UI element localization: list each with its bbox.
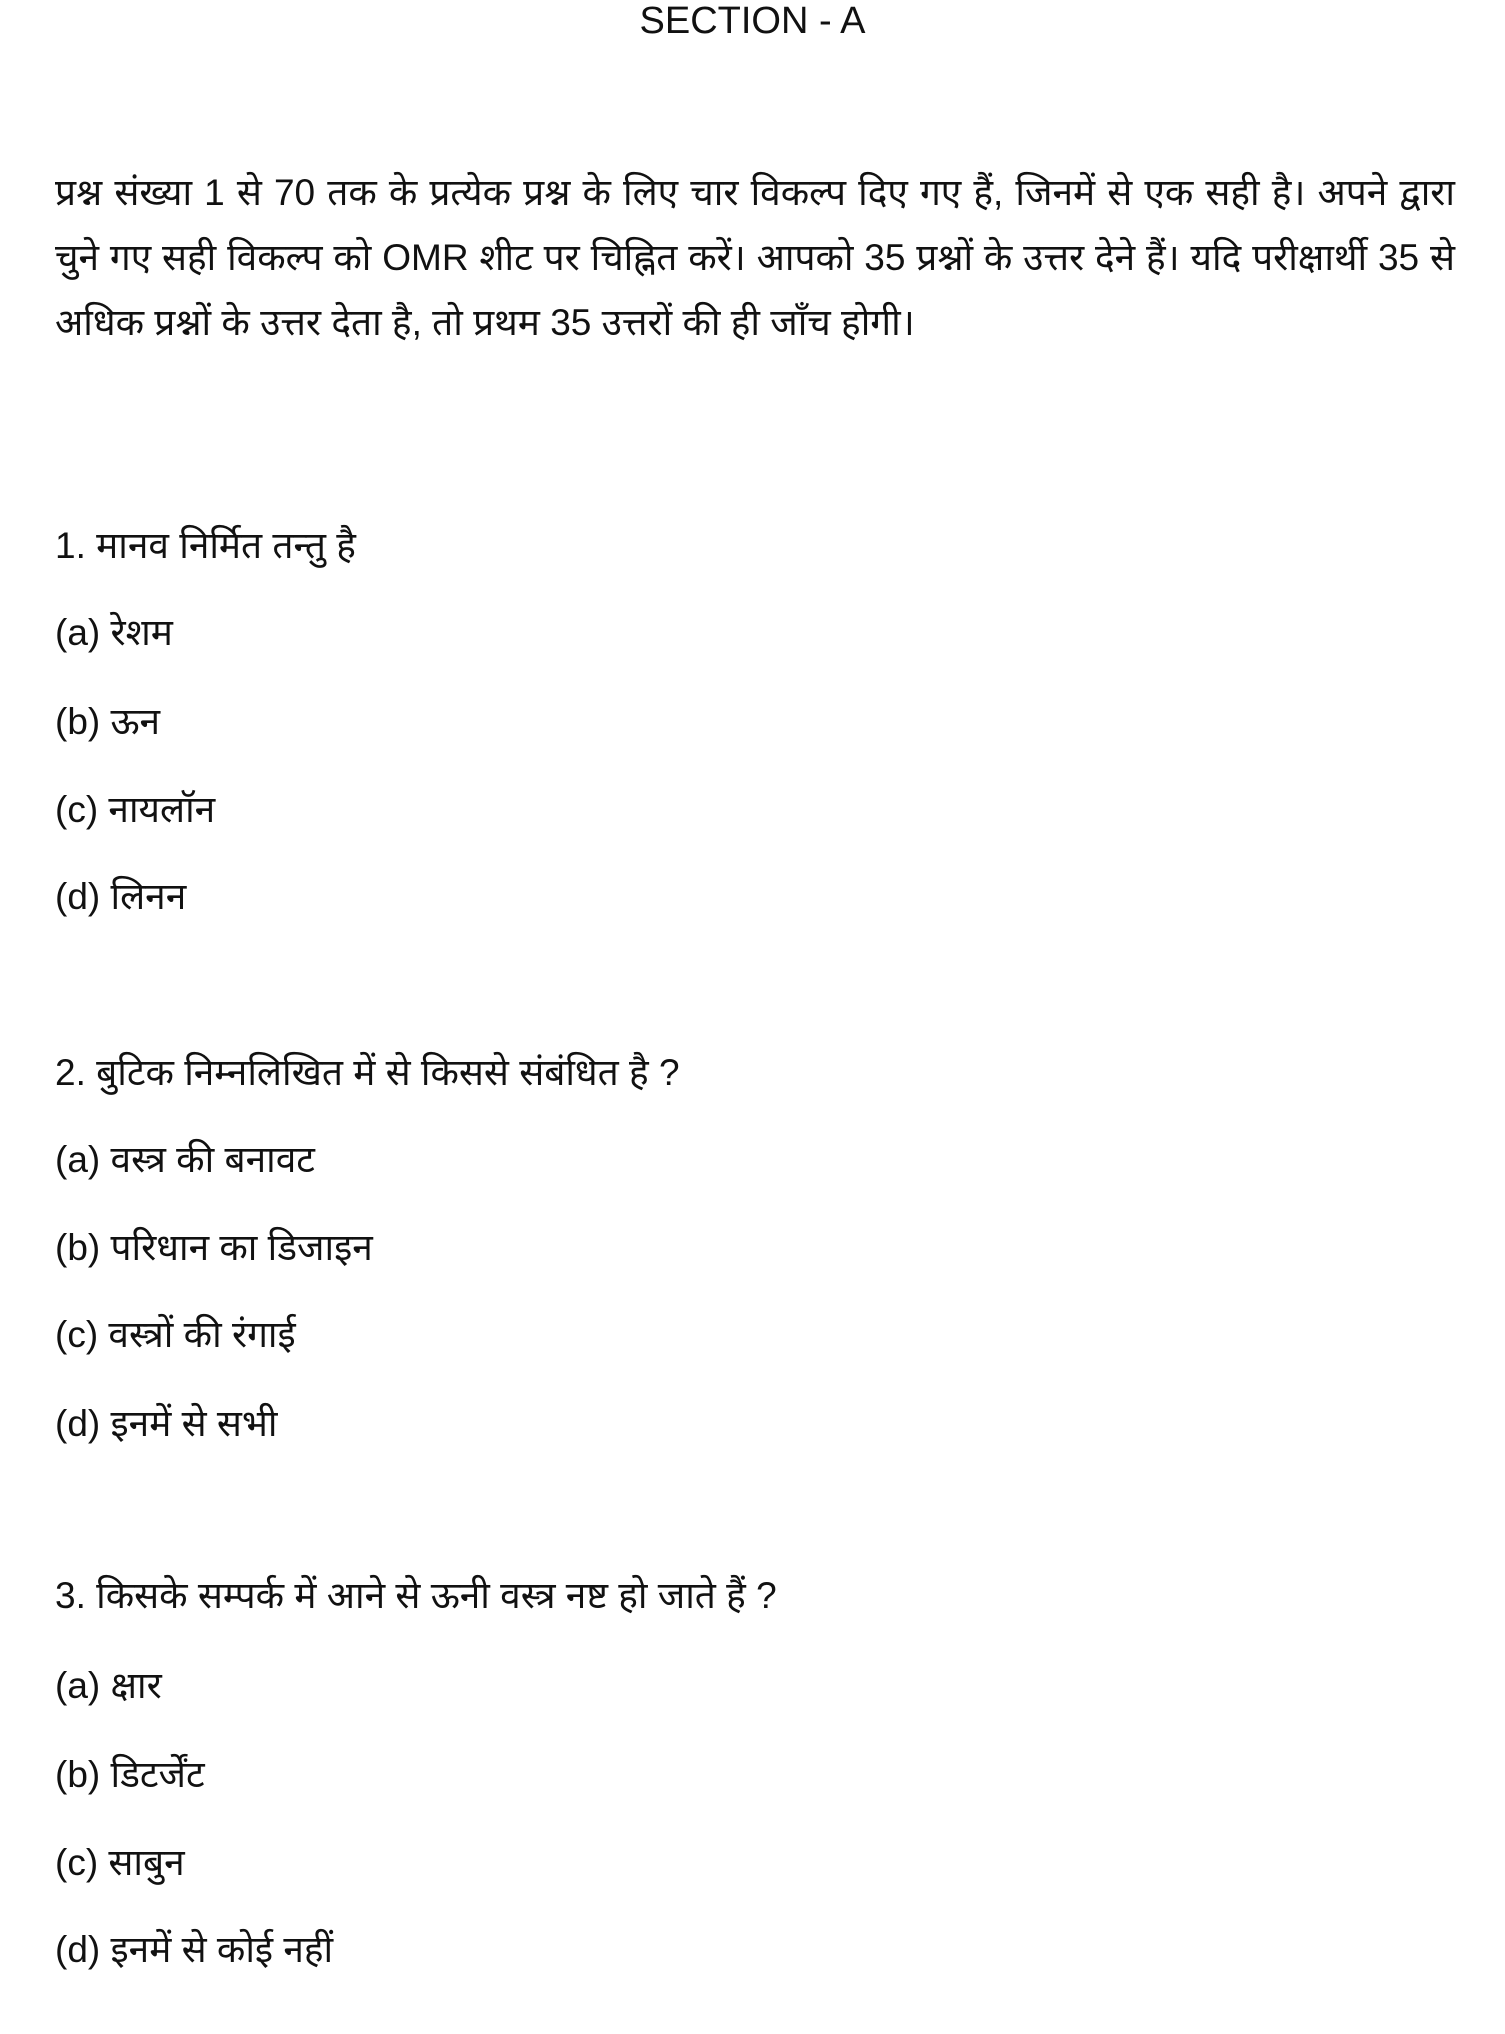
option-c: (c) वस्त्रों की रंगाई	[55, 1314, 296, 1355]
option-a: (a) वस्त्र की बनावट	[55, 1139, 315, 1180]
question-text: 3. किसके सम्पर्क में आने से ऊनी वस्त्र नष्ट हो जाते हैं ?	[55, 1575, 777, 1616]
option-c: (c) नायलॉन	[55, 789, 216, 830]
option-d: (d) लिनन	[55, 876, 187, 917]
option-c: (c) साबुन	[55, 1842, 185, 1883]
option-b: (b) ऊन	[55, 701, 161, 742]
option-b: (b) परिधान का डिजाइन	[55, 1227, 373, 1268]
question-text: 2. बुटिक निम्नलिखित में से किससे संबंधित है ?	[55, 1052, 680, 1093]
option-d: (d) इनमें से सभी	[55, 1403, 278, 1444]
option-a: (a) रेशम	[55, 612, 173, 653]
instructions: प्रश्न संख्या 1 से 70 तक के प्रत्येक प्रश्न के लिए चार विकल्प दिए गए हैं, जिनमें से एक सही है। अपने द्वारा चुने गए सही विकल्प को OMR शीट पर चिह्नित करें। आपको 35 प्रश्नों के उत्तर देने हैं। यदि परीक्षार्थी 35 से अधिक प्रश्नों के उत्तर देता है, तो प्रथम 35 उत्तरों की ही जाँच होगी।	[55, 172, 1455, 343]
section-title: SECTION - A	[639, 0, 866, 42]
option-a: (a) क्षार	[55, 1665, 162, 1706]
option-d: (d) इनमें से कोई नहीं	[55, 1929, 334, 1970]
option-b: (b) डिटर्जेंट	[55, 1754, 205, 1795]
question-text: 1. मानव निर्मित तन्तु है	[55, 525, 356, 566]
